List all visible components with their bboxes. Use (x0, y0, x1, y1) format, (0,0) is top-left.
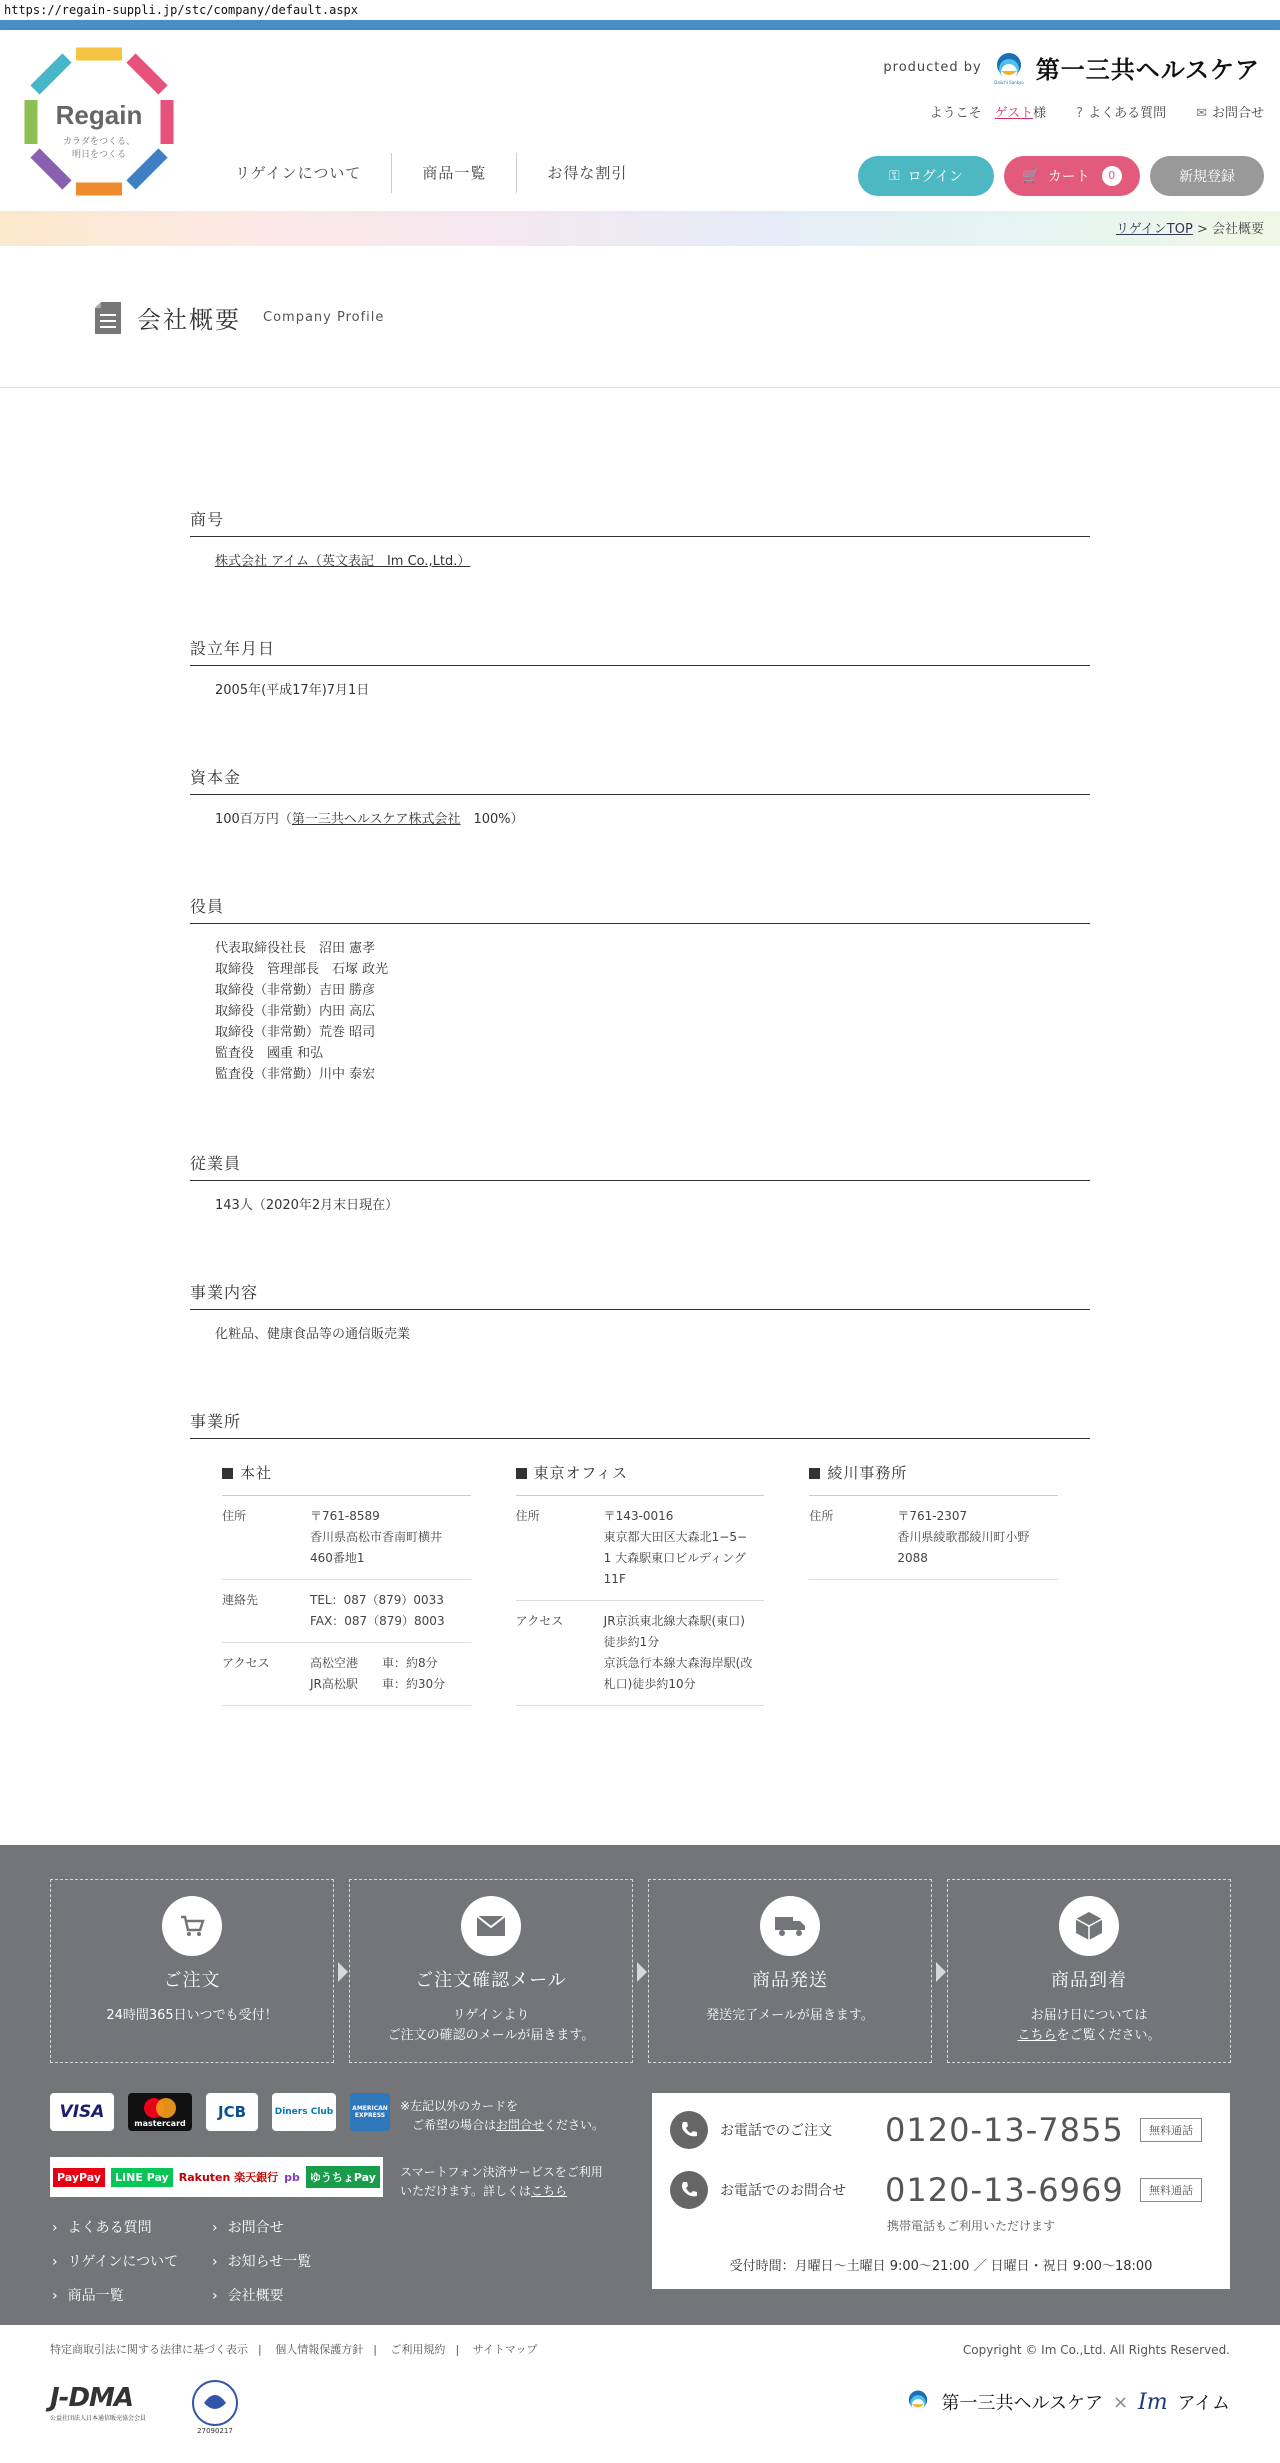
step-title: 商品到着 (1051, 1970, 1127, 1991)
phone-inquiry-label: お電話でのお問合せ (720, 2183, 846, 2199)
breadcrumb (1116, 218, 1264, 237)
phone-order-label: お電話でのご注文 (720, 2123, 832, 2139)
office-row-value: FAX：087（879）8003 (310, 1614, 445, 1628)
phone-inquiry-number[interactable]: 0120-13-6969 (885, 2171, 1124, 2209)
site-footer (0, 1845, 1280, 2325)
step-desc: 発送完了メールが届きます。 (706, 2008, 874, 2023)
business-hours: 受付時間：月曜日〜土曜日 9:00〜21:00 ／ 日曜日・祝日 9:00〜18:00 (729, 2259, 1153, 2274)
phone-order-number[interactable]: 0120-13-7855 (885, 2111, 1124, 2149)
section-heading: 事業内容 (190, 1280, 1090, 1310)
smart-pay-link[interactable]: こちら (531, 2184, 568, 2198)
legal-link-tokusho[interactable]: 特定商取引法に関する法律に基づく表示 (50, 2343, 248, 2356)
amex-logo: AMERICAN EXPRESS (350, 2093, 390, 2131)
cart-button[interactable] (1004, 156, 1140, 196)
mastercard-logo (128, 2093, 192, 2131)
office-row-value: 香川県高松市香南町横井 (310, 1530, 443, 1544)
copyright: Copyright © Im Co.,Ltd. All Rights Reserved. (962, 2343, 1230, 2357)
office-row (516, 1601, 765, 1706)
step-arrow (936, 1962, 946, 1982)
mastercard-circles-icon (141, 2097, 179, 2119)
main-nav (205, 153, 657, 193)
welcome-suffix: 様 (1033, 106, 1047, 121)
section-capital (190, 765, 1090, 830)
step-title: ご注文確認メール (415, 1970, 567, 1991)
founded-value: 2005年(平成17年)7月1日 (215, 683, 370, 698)
sub-nav (930, 102, 1264, 121)
offices (222, 1462, 1058, 1706)
office-headquarters (222, 1462, 471, 1706)
card-note-post: ください。 (544, 2118, 605, 2132)
step-title: ご注文 (163, 1970, 221, 1991)
phone-inquiry-row (670, 2171, 1202, 2209)
step-desc: 24時間365日いつでも受付！ (106, 2008, 278, 2023)
link-separator: | (258, 2343, 262, 2356)
footer-link-about[interactable]: › リゲインについて (52, 2251, 212, 2271)
step-desc (948, 2026, 1230, 2046)
step-desc-rest: をご覧ください。 (1056, 2028, 1161, 2043)
officer-line: 監査役 國重 和弘 (215, 1046, 324, 1061)
page-subtitle: Company Profile (263, 310, 385, 325)
officer-line: 取締役 管理部長 石塚 政光 (215, 962, 389, 977)
site-header (0, 30, 1280, 211)
visa-logo: VISA (50, 2093, 114, 2131)
office-row-key: 住所 (809, 1509, 834, 1523)
office-row-value: 2088 (897, 1551, 928, 1565)
company-mark-text: Daiichi Sankyo (994, 79, 1024, 85)
welcome-text (930, 102, 1047, 121)
link-separator: | (373, 2343, 377, 2356)
nav-about[interactable]: リゲインについて (205, 153, 392, 193)
cart-count-badge: 0 (1102, 166, 1122, 186)
office-row-value: 〒761-8589 (310, 1509, 380, 1523)
legal-link-sitemap[interactable]: サイトマップ (472, 2343, 538, 2356)
step-order (50, 1879, 334, 2063)
cart-label: カート (1047, 169, 1090, 185)
section-offices (190, 1409, 1090, 1439)
officer-line: 取締役（非常勤）内田 高広 (215, 1004, 376, 1019)
title-divider (0, 387, 1280, 388)
section-name (190, 507, 1090, 572)
privacy-mark-icon[interactable] (186, 2377, 244, 2435)
key-icon: ⚿ (889, 168, 900, 184)
office-row (516, 1496, 765, 1601)
bottom-bar (0, 2325, 1280, 2463)
office-tokyo (516, 1462, 765, 1706)
welcome-prefix: ようこそ (929, 106, 982, 121)
footer-links (52, 2217, 372, 2305)
step-confirm-mail (349, 1879, 633, 2063)
step-shipping (648, 1879, 932, 2063)
address-bar[interactable]: https://regain-suppli.jp/stc/company/default.aspx (0, 0, 1280, 20)
faq-label: よくある質問 (1088, 106, 1167, 121)
parent-company-link[interactable]: 第一三共ヘルスケア株式会社 (291, 812, 461, 827)
linepay-logo: LINE Pay (111, 2168, 173, 2187)
order-steps (50, 1879, 1231, 2063)
cart-icon: 🛒 (1022, 168, 1040, 184)
office-row-value: 香川県綾歌郡綾川町小野 (897, 1530, 1030, 1544)
officer-line: 取締役（非常勤）吉田 勝彦 (215, 983, 376, 998)
smart-pay-note (400, 2163, 603, 2201)
payment-logos (50, 2157, 383, 2197)
step-desc: ご注文の確認のメールが届きます。 (387, 2028, 595, 2043)
jdma-text: J-DMA (50, 2383, 134, 2413)
phone-order-row (670, 2111, 1202, 2149)
header-buttons (858, 156, 1264, 196)
section-heading: 商号 (190, 507, 1090, 537)
officer-line: 取締役（非常勤）荒巻 昭司 (215, 1025, 376, 1040)
brand-daiichi[interactable]: 第一三共ヘルスケア (941, 2393, 1103, 2414)
office-row-value: 〒761-2307 (897, 1509, 968, 1523)
nav-products[interactable]: 商品一覧 (392, 153, 517, 193)
login-label: ログイン (907, 169, 963, 185)
office-row-key: 連絡先 (222, 1593, 259, 1607)
office-name: 本社 (222, 1462, 471, 1496)
footer-link-products[interactable]: › 商品一覧 (52, 2285, 212, 2305)
company-name-link[interactable]: 株式会社 アイム（英文表記 Im Co.,Ltd.） (215, 554, 471, 569)
phone-icon (670, 2171, 708, 2209)
office-name: 綾川事務所 (809, 1462, 1058, 1496)
office-row-key: アクセス (222, 1656, 270, 1670)
section-founded (190, 636, 1090, 701)
capital-prefix: 100百万円（ (215, 812, 292, 827)
paypay-logo: PayPay (53, 2168, 105, 2187)
delivery-info-link[interactable]: こちら (1017, 2028, 1057, 2043)
logo-wordmark: Regain (55, 100, 143, 130)
faq-link[interactable] (1076, 102, 1166, 121)
company-name[interactable]: 第一三共ヘルスケア (1035, 56, 1260, 84)
free-call-badge: 無料通話 (1140, 2178, 1202, 2202)
guest-link[interactable]: ゲスト (994, 106, 1034, 121)
top-stripe (0, 20, 1280, 30)
office-row-value: 徒歩約1分 (603, 1635, 660, 1649)
section-heading: 従業員 (190, 1151, 1090, 1181)
employees-value: 143人（2020年2月末日現在） (215, 1198, 399, 1213)
card-note (400, 2097, 604, 2135)
phone-icon (670, 2111, 708, 2149)
step-desc: リゲインより (452, 2008, 530, 2023)
card-note-line: ※左記以外のカードを (400, 2099, 519, 2113)
document-icon (95, 302, 121, 334)
phone-box (652, 2093, 1230, 2289)
step-arrow (338, 1962, 348, 1982)
card-note-pre: ご希望の場合は (400, 2118, 497, 2132)
office-row-value: 京浜急行本線大森海岸駅(改 (603, 1656, 753, 1670)
free-call-badge: 無料通話 (1140, 2118, 1202, 2142)
office-row (222, 1496, 471, 1580)
brand-im: アイム (1177, 2393, 1230, 2414)
footer-link-company[interactable]: › 会社概要 (212, 2285, 372, 2305)
smart-note-line: スマートフォン決済サービスをご利用 (400, 2165, 603, 2179)
office-row-value: 1 大森駅東口ビルディング (603, 1551, 746, 1565)
brand-cross: × (1112, 2391, 1129, 2413)
office-row-value: JR京浜東北線大森駅(東口) (603, 1614, 745, 1628)
pb-logo: pb (284, 2170, 300, 2184)
footer-link-news[interactable]: › お知らせ一覧 (212, 2251, 372, 2271)
office-row-key: 住所 (515, 1509, 540, 1523)
contact-link[interactable] (1196, 102, 1264, 121)
produced-by (883, 50, 1260, 85)
card-contact-link[interactable]: お問合せ (496, 2118, 545, 2132)
mobile-note: 携帯電話もご利用いただけます (887, 2219, 1056, 2233)
office-row-key: 住所 (222, 1509, 247, 1523)
office-row-value: 460番地1 (310, 1551, 365, 1565)
im-logo[interactable]: Im (1138, 2389, 1168, 2415)
office-row-value: TEL：087（879）0033 (310, 1593, 444, 1607)
page-title: 会社概要 (137, 306, 241, 334)
footer-brands (905, 2389, 1230, 2415)
office-ayagawa (809, 1462, 1058, 1706)
footer-link-contact[interactable]: › お問合せ (212, 2217, 372, 2237)
capital-suffix: 100%） (460, 812, 524, 827)
legal-links (50, 2341, 537, 2357)
logo-tagline-2: 明日をつくる (71, 150, 127, 160)
mail-icon (476, 1915, 506, 1937)
office-row-value: JR高松駅 車：約30分 (310, 1677, 446, 1691)
login-button[interactable] (858, 156, 994, 196)
smart-note-pre: いただけます。詳しくは (400, 2184, 532, 2198)
office-row (222, 1643, 471, 1706)
mastercard-text: mastercard (134, 2118, 186, 2128)
cart-icon (178, 1912, 206, 1940)
jcb-logo: JCB (206, 2093, 258, 2131)
jdma-subtext: 公益社団法人日本通信販売協会会員 (50, 2415, 147, 2422)
breadcrumb-home[interactable]: リゲインTOP (1115, 222, 1193, 237)
question-icon: ? (1076, 106, 1084, 121)
daiichi-sankyo-mark-icon (905, 2389, 931, 2415)
step-title: 商品発送 (752, 1970, 828, 1991)
breadcrumb-sep: > (1196, 222, 1208, 237)
nav-discounts[interactable]: お得な割引 (547, 164, 628, 182)
legal-link-privacy[interactable]: 個人情報保護方針 (275, 2343, 364, 2356)
breadcrumb-current: 会社概要 (1211, 222, 1264, 237)
step-desc: お届け日については (1030, 2008, 1148, 2023)
box-icon (1075, 1911, 1103, 1941)
office-row (809, 1496, 1058, 1580)
rakuten-logo: Rakuten 楽天銀行 (178, 2171, 279, 2184)
office-row (222, 1580, 471, 1643)
section-heading: 設立年月日 (190, 636, 1090, 666)
legal-link-terms[interactable]: ご利用規約 (390, 2343, 446, 2356)
diners-logo: Diners Club (272, 2093, 336, 2131)
yucho-pay-logo: ゆうちょPay (306, 2166, 380, 2188)
register-button[interactable]: 新規登録 (1150, 156, 1264, 196)
page-title-block (95, 300, 384, 335)
business-value: 化粧品、健康食品等の通信販売業 (215, 1327, 411, 1342)
produced-by-label: producted by (883, 60, 982, 75)
rainbow-band (0, 211, 1280, 246)
step-arrival (947, 1879, 1231, 2063)
contact-label: お問合せ (1211, 106, 1264, 121)
section-heading: 役員 (190, 894, 1090, 924)
privacy-number: 27090217 (197, 2427, 233, 2435)
daiichi-sankyo-mark-icon (992, 51, 1026, 85)
office-row-value: 東京都大田区大森北1−5− (603, 1530, 748, 1544)
officer-line: 代表取締役社長 沼田 憲孝 (215, 941, 376, 956)
section-business (190, 1280, 1090, 1345)
truck-icon (774, 1914, 806, 1938)
office-row-value: 11F (603, 1572, 626, 1586)
section-officers (190, 894, 1090, 1085)
regain-logo[interactable] (18, 40, 180, 202)
link-separator: | (455, 2343, 460, 2356)
mail-icon: ✉ (1196, 106, 1207, 121)
step-arrow (637, 1962, 647, 1982)
office-row-value: 札口)徒歩約10分 (603, 1677, 696, 1691)
footer-link-faq[interactable]: › よくある質問 (52, 2217, 212, 2237)
office-row-value: 高松空港 車：約8分 (310, 1656, 438, 1670)
section-heading: 資本金 (190, 765, 1090, 795)
card-logos (50, 2093, 390, 2131)
office-row-key: アクセス (515, 1614, 564, 1628)
logo-tagline-1: カラダをつくる、 (63, 137, 135, 147)
section-heading: 事業所 (190, 1409, 1090, 1439)
officer-line: 監査役（非常勤）川中 泰宏 (215, 1067, 376, 1082)
office-name: 東京オフィス (516, 1462, 765, 1496)
section-employees (190, 1151, 1090, 1216)
office-row-value: 〒143-0016 (603, 1509, 674, 1523)
jdma-logo[interactable] (50, 2383, 146, 2422)
